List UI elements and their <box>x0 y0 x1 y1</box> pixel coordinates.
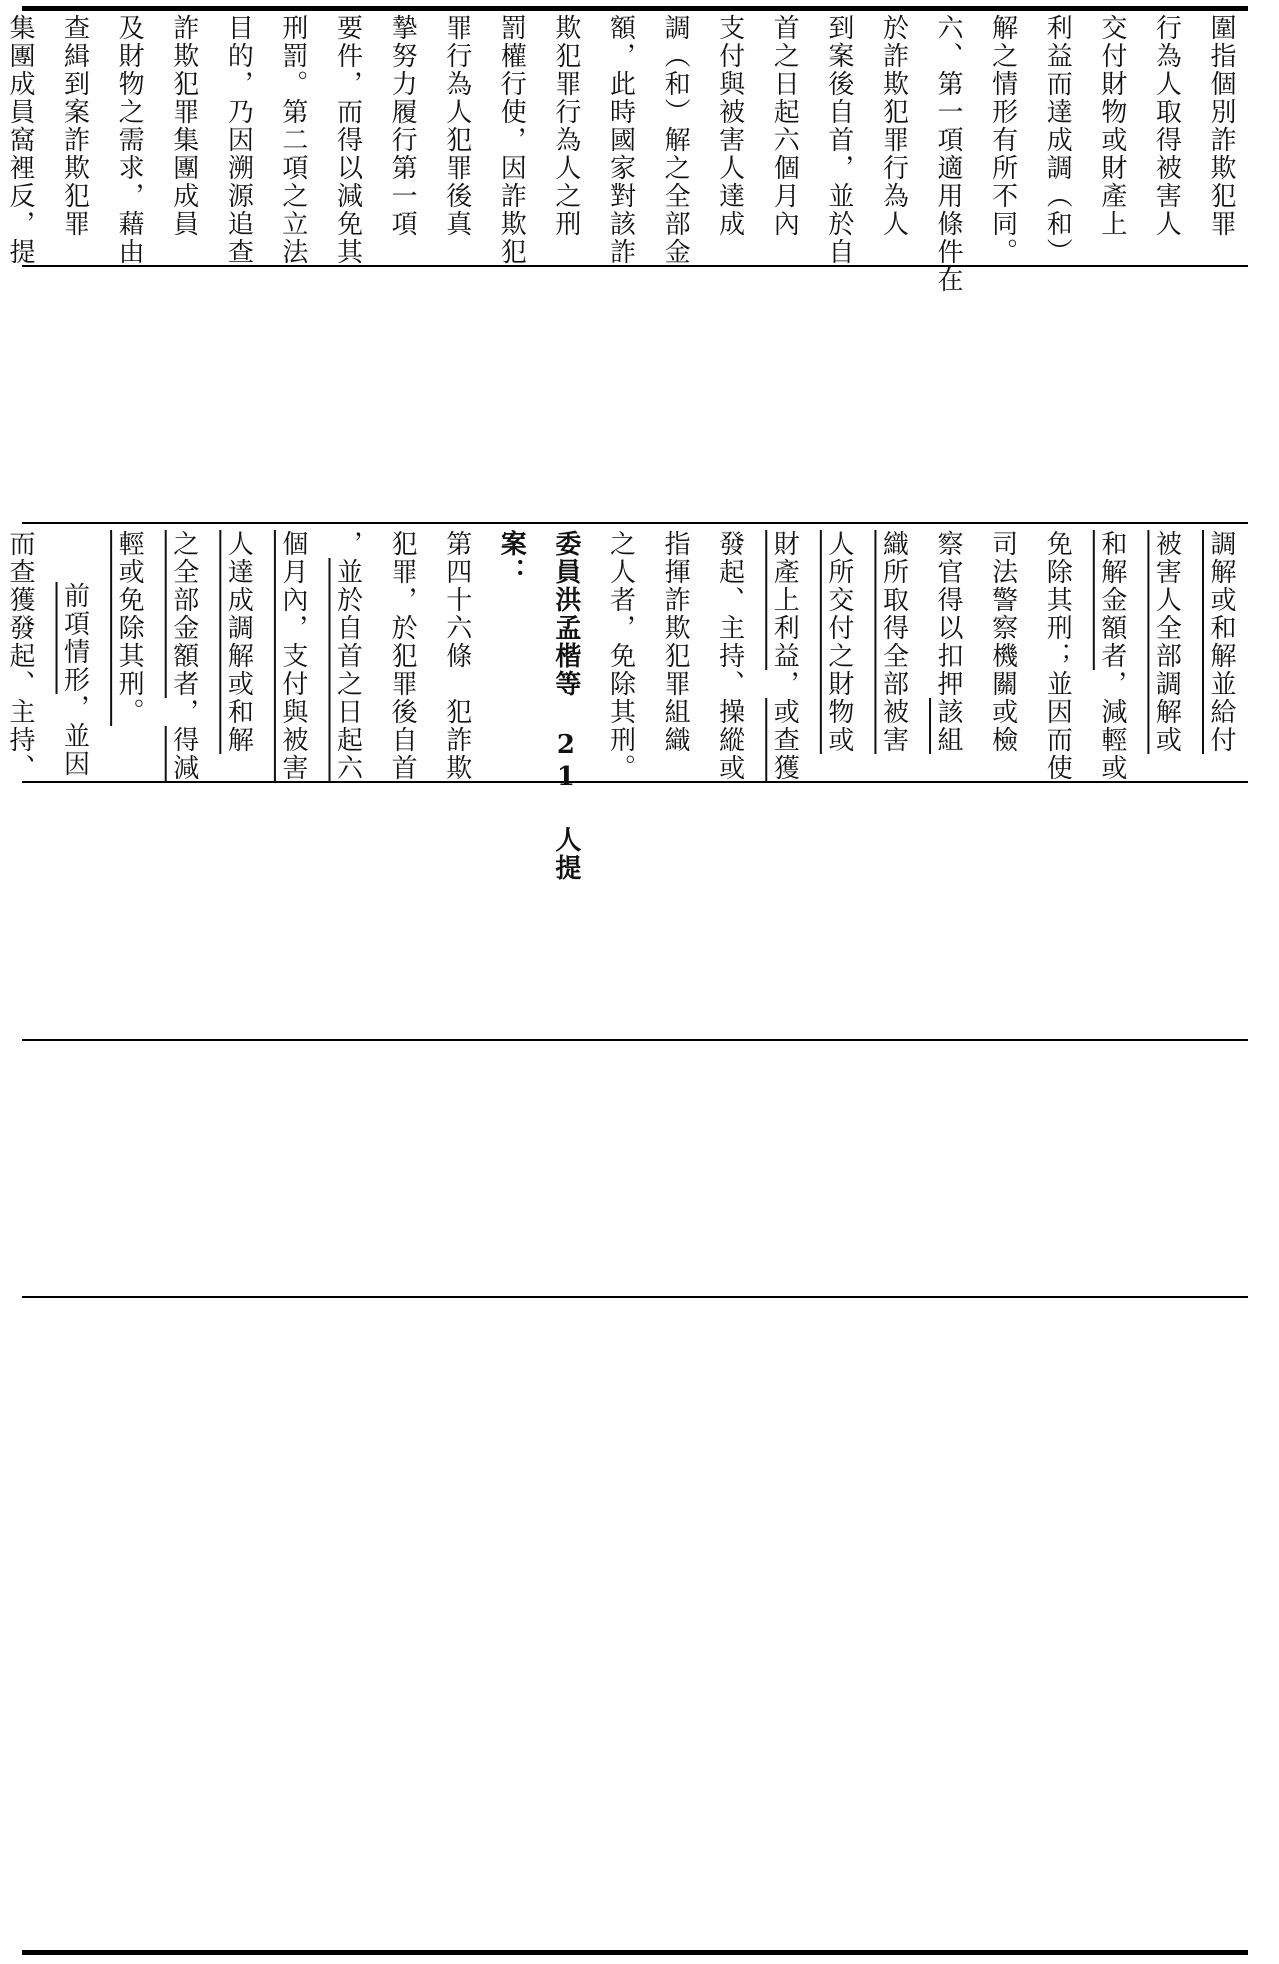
text-segment: 指揮詐欺犯罪組織 <box>660 530 691 754</box>
underlined-text: 和解金額者 <box>1096 530 1127 670</box>
text-segment: ，減輕或 <box>1096 670 1127 782</box>
text-segment: 行為人取得被害人 <box>1151 14 1182 238</box>
text-segment: 及財物之需求，藉由 <box>114 14 145 266</box>
text-segment: 察官得以扣押 <box>933 530 964 698</box>
text-segment: 首之日起六個月內 <box>769 14 800 238</box>
text-segment: 免除其刑；並因而使 <box>1042 530 1073 782</box>
text-segment: 而查獲發起、主持、 <box>4 530 35 782</box>
text-segment: 集團成員窩裡反，提 <box>4 14 35 266</box>
bottom-rule <box>22 1950 1248 1955</box>
bold-text: 案： <box>496 530 527 586</box>
text-segment: 刑罰。第二項之立法 <box>277 14 308 266</box>
underlined-text: 調解或和解並給付 <box>1206 530 1236 754</box>
underlined-text: 得減 <box>168 726 199 782</box>
underlined-text: 人所交付之財物或 <box>823 530 854 754</box>
text-segment: 利益而達成調（和） <box>1042 14 1073 266</box>
underlined-text: 或查獲 <box>769 698 800 782</box>
text-segment: ， <box>168 698 199 726</box>
text-segment: ， <box>769 670 800 698</box>
underlined-text: 輕或免除其刑。 <box>114 530 145 726</box>
text-segment: 額，此時國家對該詐 <box>605 14 636 266</box>
underlined-text: 個月內，支付與被害 <box>277 530 308 782</box>
underlined-text: 並於自首之日起六 <box>332 558 363 782</box>
text-segment: 於詐欺犯罪行為人 <box>878 14 909 238</box>
text-segment: 欺犯罪行為人之刑 <box>550 14 581 238</box>
text-segment: 第四十六條 犯詐欺 <box>441 530 472 782</box>
underlined-text: 該組 <box>933 698 964 754</box>
underlined-text: 財產上利益 <box>769 530 800 670</box>
underlined-text: 織所取得全部被害 <box>878 530 909 754</box>
text-segment: 解之情形有所不同。 <box>987 14 1018 266</box>
text-segment: 罰權行使，因詐欺犯 <box>496 14 527 266</box>
text-band <box>22 1298 1248 1616</box>
underlined-text: 前項情形 <box>59 582 90 694</box>
text-segment: 支付與被害人達成 <box>714 14 745 238</box>
text-segment: 摯努力履行第一項 <box>387 14 418 238</box>
text-segment: 發起、主持、操縱或 <box>714 530 745 782</box>
text-segment: 罪行為人犯罪後真 <box>441 14 472 238</box>
text-segment: 交付財物或財產上 <box>1096 14 1127 238</box>
text-segment: 調（和）解之全部金 <box>660 14 691 266</box>
text-segment: 目的，乃因溯源追查 <box>223 14 254 266</box>
text-segment: 司法警察機關或檢 <box>987 530 1018 754</box>
text-segment: 之人者，免除其刑。 <box>605 530 636 782</box>
text-segment: 犯罪，於犯罪後自首 <box>387 530 418 782</box>
text-segment: 詐欺犯罪集團成員 <box>168 14 199 238</box>
underlined-text: 被害人全部調解或 <box>1151 530 1182 754</box>
text-segment: 要件，而得以減免其 <box>332 14 363 266</box>
text-segment: 六、第一項適用條件在 <box>933 14 964 294</box>
bold-text: 委員洪孟楷等 21 人提 <box>550 530 581 882</box>
text-segment: 圍指個別詐欺犯罪 <box>1206 14 1236 238</box>
underlined-text: 人達成調解或和解 <box>223 530 254 754</box>
text-segment: 查緝到案詐欺犯罪 <box>59 14 90 238</box>
text-segment: ，並因 <box>59 694 90 778</box>
text-segment: ， <box>332 530 363 558</box>
text-segment: 到案後自首，並於自 <box>823 14 854 266</box>
underlined-text: 之全部金額者 <box>168 530 199 698</box>
